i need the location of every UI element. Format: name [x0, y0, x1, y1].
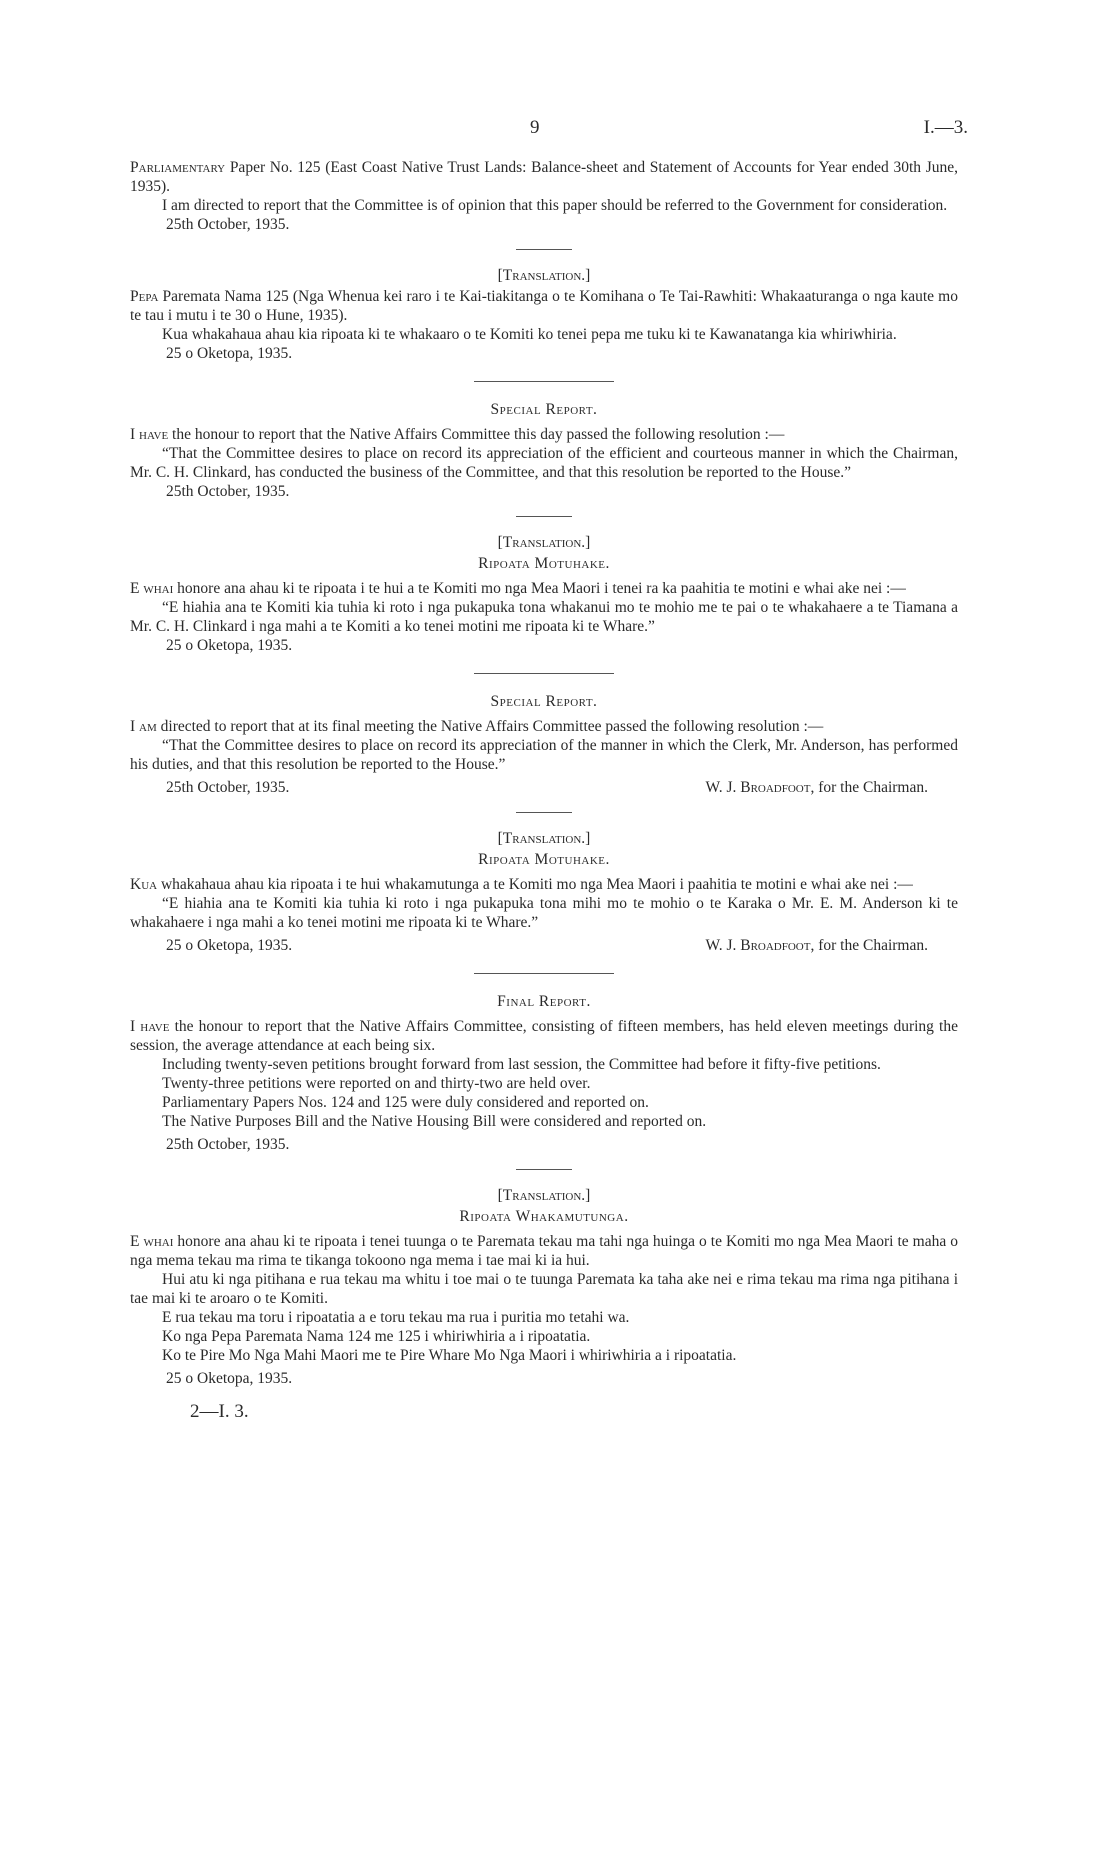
- section-divider-long: [474, 381, 614, 382]
- signatory-role: , for the Chairman.: [810, 779, 928, 796]
- resolution-text: “That the Committee desires to place on record its appreciation of the manner in which the Clerk, Mr. Anderson, has performed his duties, and that this resolution be reported to the House.”: [130, 737, 958, 773]
- lead-word: Kua: [130, 876, 158, 893]
- signatory-name: W. J. Broadfoot: [705, 779, 811, 796]
- report-date: 25 o Oketopa, 1935.: [166, 937, 293, 954]
- opening-paragraph: [130, 1232, 958, 1270]
- section-divider-long: [474, 973, 614, 974]
- signature: [706, 936, 959, 955]
- paragraph-text: the honour to report that the Native Affairs Committee, consisting of fifteen members, has held eleven meetings during the session, the average attendance at each being six.: [130, 1018, 958, 1054]
- report-date: 25 o Oketopa, 1935.: [166, 637, 293, 654]
- paper-125-report: [130, 158, 958, 234]
- signature-mark: 2—I. 3.: [190, 1401, 249, 1422]
- resolution-text: “E hiahia ana te Komiti kia tuhia ki roto i nga pukapuka tona mihi mo te mohio o te Karaka o Mr. E. M. Anderson ki te whakahaere i nga mahi a ko tenei motini me ripoata ki te Whare.”: [130, 895, 958, 931]
- date-signature-line: [130, 778, 958, 797]
- section-divider: [516, 1169, 572, 1170]
- translation-heading: [Translation.]: [497, 267, 591, 284]
- date-signature-line: [130, 936, 958, 955]
- resolution-text: “E hiahia ana te Komiti kia tuhia ki roto i nga pukapuka tona whakanui mo te mohio me te pai o te whakahaere a te Tiamana a Mr. C. H. Clinkard i nga mahi a te Komiti a ko tenei motini me ripoata ki te Whare.”: [130, 599, 958, 635]
- opening-paragraph: [130, 425, 958, 444]
- opening-paragraph: [130, 1017, 958, 1055]
- section-title: Ripoata Motuhake.: [478, 851, 610, 868]
- section-divider: [516, 516, 572, 517]
- paragraph-text: Paper No. 125 (East Coast Native Trust Lands: Balance-sheet and Statement of Accounts for Year ended 30th June, 1935).: [130, 159, 958, 195]
- report-date: 25th October, 1935.: [166, 216, 290, 233]
- final-report-translation: [130, 1186, 958, 1388]
- section-divider-long: [474, 673, 614, 674]
- paper-125-translation: [130, 266, 958, 363]
- paragraph-text: Kua whakahaua ahau kia ripoata ki te whakaaro o te Komiti ko tenei pepa me tuku ki te Kawanatanga kia whiriwhiria.: [162, 326, 897, 343]
- resolution-text: “That the Committee desires to place on record its appreciation of the efficient and courteous manner in which the Chairman, Mr. C. H. Clinkard, has conducted the business of the Committee, and that this resolution be reported to the House.”: [130, 445, 958, 481]
- paragraph-text: Paremata Nama 125 (Nga Whenua kei raro i te Kai-tiakitanga o te Komihana o Te Tai-Rawhiti: Whakaaturanga o nga kaute mo te tau i mutu i te 30 o Hune, 1935).: [130, 288, 958, 324]
- paragraph-text: the honour to report that the Native Affairs Committee this day passed the following resolution :—: [168, 426, 785, 443]
- paragraph-text: honore ana ahau ki te ripoata i tenei tuunga o te Paremata tekau ma tahi nga huinga o te Komiti mo nga Mea Maori te maha o nga mema tekau ma rima te tikanga tokoono nga mema i tae mai ki ia hui.: [130, 1233, 958, 1269]
- section-title: Final Report.: [497, 993, 591, 1010]
- lead-word: I have: [130, 426, 169, 443]
- section-title: Special Report.: [490, 401, 598, 418]
- report-date: 25 o Oketopa, 1935.: [166, 345, 293, 362]
- document-reference: I.—3.: [923, 117, 968, 138]
- special-report-chairman-translation: [130, 533, 958, 655]
- paragraph-text: directed to report that at its final meeting the Native Affairs Committee passed the following resolution :—: [156, 718, 824, 735]
- paragraph-text: The Native Purposes Bill and the Native Housing Bill were considered and reported on.: [162, 1113, 707, 1130]
- page-header: [130, 110, 968, 158]
- final-report: [130, 992, 958, 1154]
- section-title: Ripoata Motuhake.: [478, 555, 610, 572]
- paragraph-text: Including twenty-seven petitions brought forward from last session, the Committee had before it fifty-five petitions.: [162, 1056, 881, 1073]
- section-divider: [516, 812, 572, 813]
- report-date: 25th October, 1935.: [166, 483, 290, 500]
- section-divider: [516, 249, 572, 250]
- paragraph-text: whakahaua ahau kia ripoata i te hui whakamutunga a te Komiti mo nga Mea Maori i paahitia te motini e whai ake nei :—: [157, 876, 913, 893]
- paragraph-text: honore ana ahau ki te ripoata i te hui a te Komiti mo nga Mea Maori i tenei ra ka paahitia te motini e whai ake nei :—: [173, 580, 906, 597]
- section-title: Ripoata Whakamutunga.: [459, 1208, 629, 1225]
- opening-paragraph: [130, 717, 958, 736]
- signature: [706, 778, 959, 797]
- special-report-chairman: [130, 400, 958, 501]
- opening-paragraph: [130, 875, 958, 894]
- lead-word: Pepa: [130, 288, 159, 305]
- paragraph-text: Ko te Pire Mo Nga Mahi Maori me te Pire Whare Mo Nga Maori i whiriwhiria a i ripoatatia.: [162, 1347, 737, 1364]
- signatory-name: W. J. Broadfoot: [705, 937, 811, 954]
- translation-title-paragraph: [130, 287, 958, 325]
- special-report-clerk: [130, 692, 958, 797]
- paragraph-text: Twenty-three petitions were reported on and thirty-two are held over.: [162, 1075, 591, 1092]
- translation-heading: [Translation.]: [497, 830, 591, 847]
- signatory-role: , for the Chairman.: [810, 937, 928, 954]
- paper-125-title-paragraph: [130, 158, 958, 196]
- paragraph-text: E rua tekau ma toru i ripoatatia a e toru tekau ma rua i puritia mo tetahi wa.: [162, 1309, 630, 1326]
- lead-word: E whai: [130, 580, 174, 597]
- paragraph-text: Parliamentary Papers Nos. 124 and 125 were duly considered and reported on.: [162, 1094, 649, 1111]
- special-report-clerk-translation: [130, 829, 958, 955]
- lead-word: I have: [130, 1018, 170, 1035]
- translation-heading: [Translation.]: [497, 534, 591, 551]
- document-page: [130, 110, 968, 1422]
- report-date: 25 o Oketopa, 1935.: [166, 1370, 293, 1387]
- page-number: 9: [530, 117, 540, 138]
- lead-word: E whai: [130, 1233, 174, 1250]
- paragraph-text: Ko nga Pepa Paremata Nama 124 me 125 i whiriwhiria a i ripoatatia.: [162, 1328, 591, 1345]
- opening-paragraph: [130, 579, 958, 598]
- paragraph-text: Hui atu ki nga pitihana e rua tekau ma whitu i toe mai o te tuunga Paremata ka taha ake nei e rima tekau ma rima nga pitihana i tae mai ki te aroaro o te Komiti.: [130, 1271, 958, 1307]
- lead-word: I am: [130, 718, 157, 735]
- report-date: 25th October, 1935.: [166, 1136, 290, 1153]
- section-title: Special Report.: [490, 693, 598, 710]
- paragraph-text: I am directed to report that the Committee is of opinion that this paper should be referred to the Government for consideration.: [162, 197, 948, 214]
- report-date: 25th October, 1935.: [166, 779, 290, 796]
- lead-word: Parliamentary: [130, 159, 226, 176]
- translation-heading: [Translation.]: [497, 1187, 591, 1204]
